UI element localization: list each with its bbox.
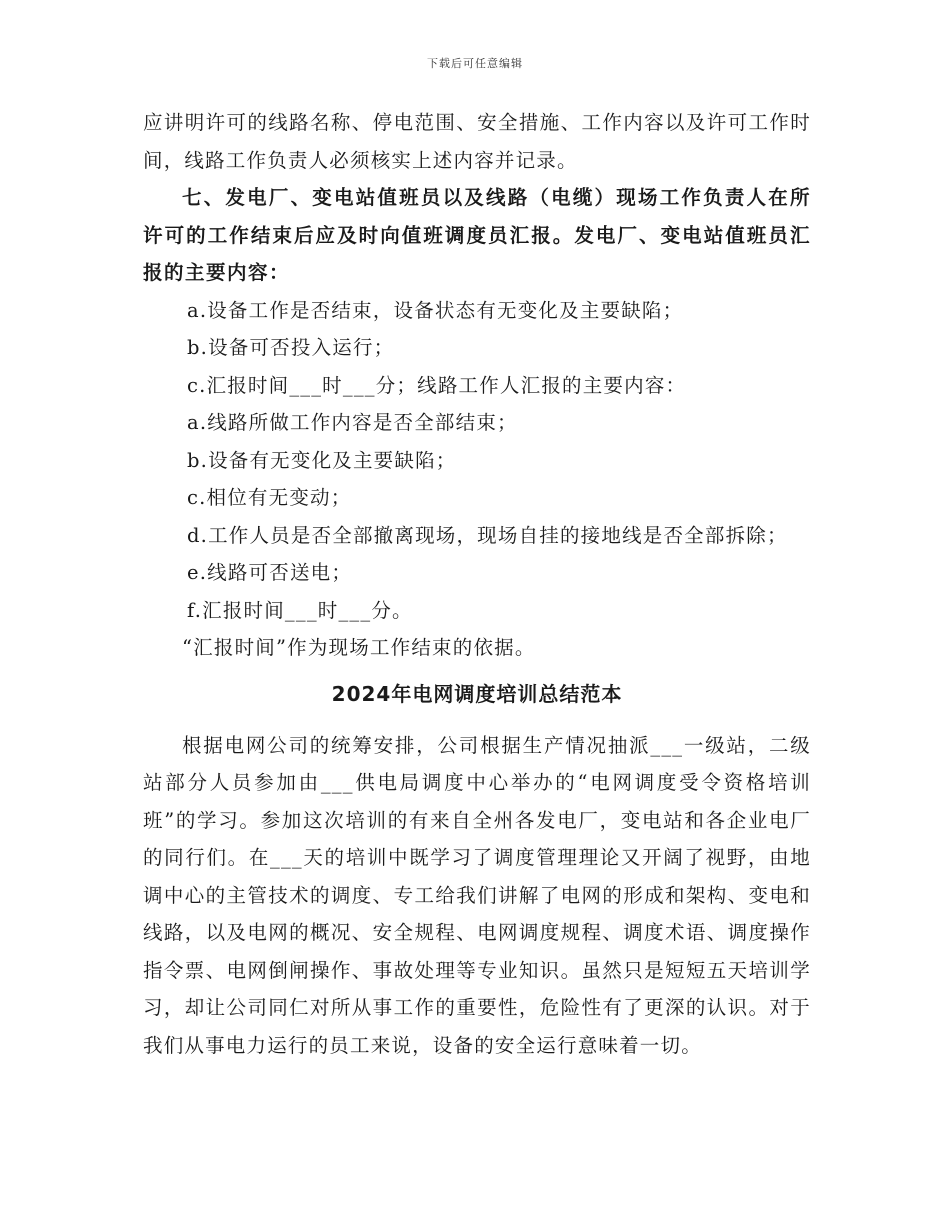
document-body bbox=[143, 104, 811, 1064]
line-item: a.线路所做工作内容是否全部结束； bbox=[187, 411, 518, 434]
continued-paragraph: 应讲明许可的线路名称、停电范围、安全措施、工作内容以及许可工作时间，线路工作负责人必须核实上述内容并记录。 bbox=[143, 111, 811, 172]
body-paragraph: 根据电网公司的统筹安排，公司根据生产情况抽派___一级站，二级站部分人员参加由___供电局调度中心举办的“电网调度受令资格培训班”的学习。参加这次培训的有来自全州各发电厂，变电站和各企业电厂的同行们。在___天的培训中既学习了调度管理理论又开阔了视野，由地调中心的主管技术的调度、专工给我们讲解了电网的形成和架构、变电和线路，以及电网的概况、安全规程、电网调度规程、调度术语、调度操作指令票、电网倒闸操作、事故处理等专业知识。虽然只是短短五天培训学习，却让公司同仁对所从事工作的重要性，危险性有了更深的认识。对于我们从事电力运行的员工来说，设备的安全运行意味着一切。 bbox=[143, 733, 811, 1057]
line-item: c.相位有无变动； bbox=[187, 486, 352, 509]
document-title: 2024年电网调度培训总结范本 bbox=[331, 681, 623, 706]
line-item: d.工作人员是否全部撤离现场，现场自挂的接地线是否全部拆除； bbox=[187, 523, 788, 547]
station-item: a.设备工作是否结束，设备状态有无变化及主要缺陷； bbox=[187, 298, 684, 322]
section-seven-heading: 七、发电厂、变电站值班员以及线路（电缆）现场工作负责人在所许可的工作结束后应及时向值班调度员汇报。发电厂、变电站值班员汇报的主要内容： bbox=[143, 186, 811, 284]
station-item: c.汇报时间___时___分；线路工作人汇报的主要内容： bbox=[187, 373, 687, 397]
line-item: e.线路可否送电； bbox=[187, 561, 353, 584]
station-item: b.设备可否投入运行； bbox=[187, 336, 395, 359]
line-item: b.设备有无变化及主要缺陷； bbox=[187, 448, 457, 472]
report-time-note: “汇报时间”作为现场工作结束的依据。 bbox=[182, 636, 536, 659]
line-item: f.汇报时间___时___分。 bbox=[187, 598, 413, 622]
page-header: 下载后可任意编辑 bbox=[427, 57, 523, 70]
